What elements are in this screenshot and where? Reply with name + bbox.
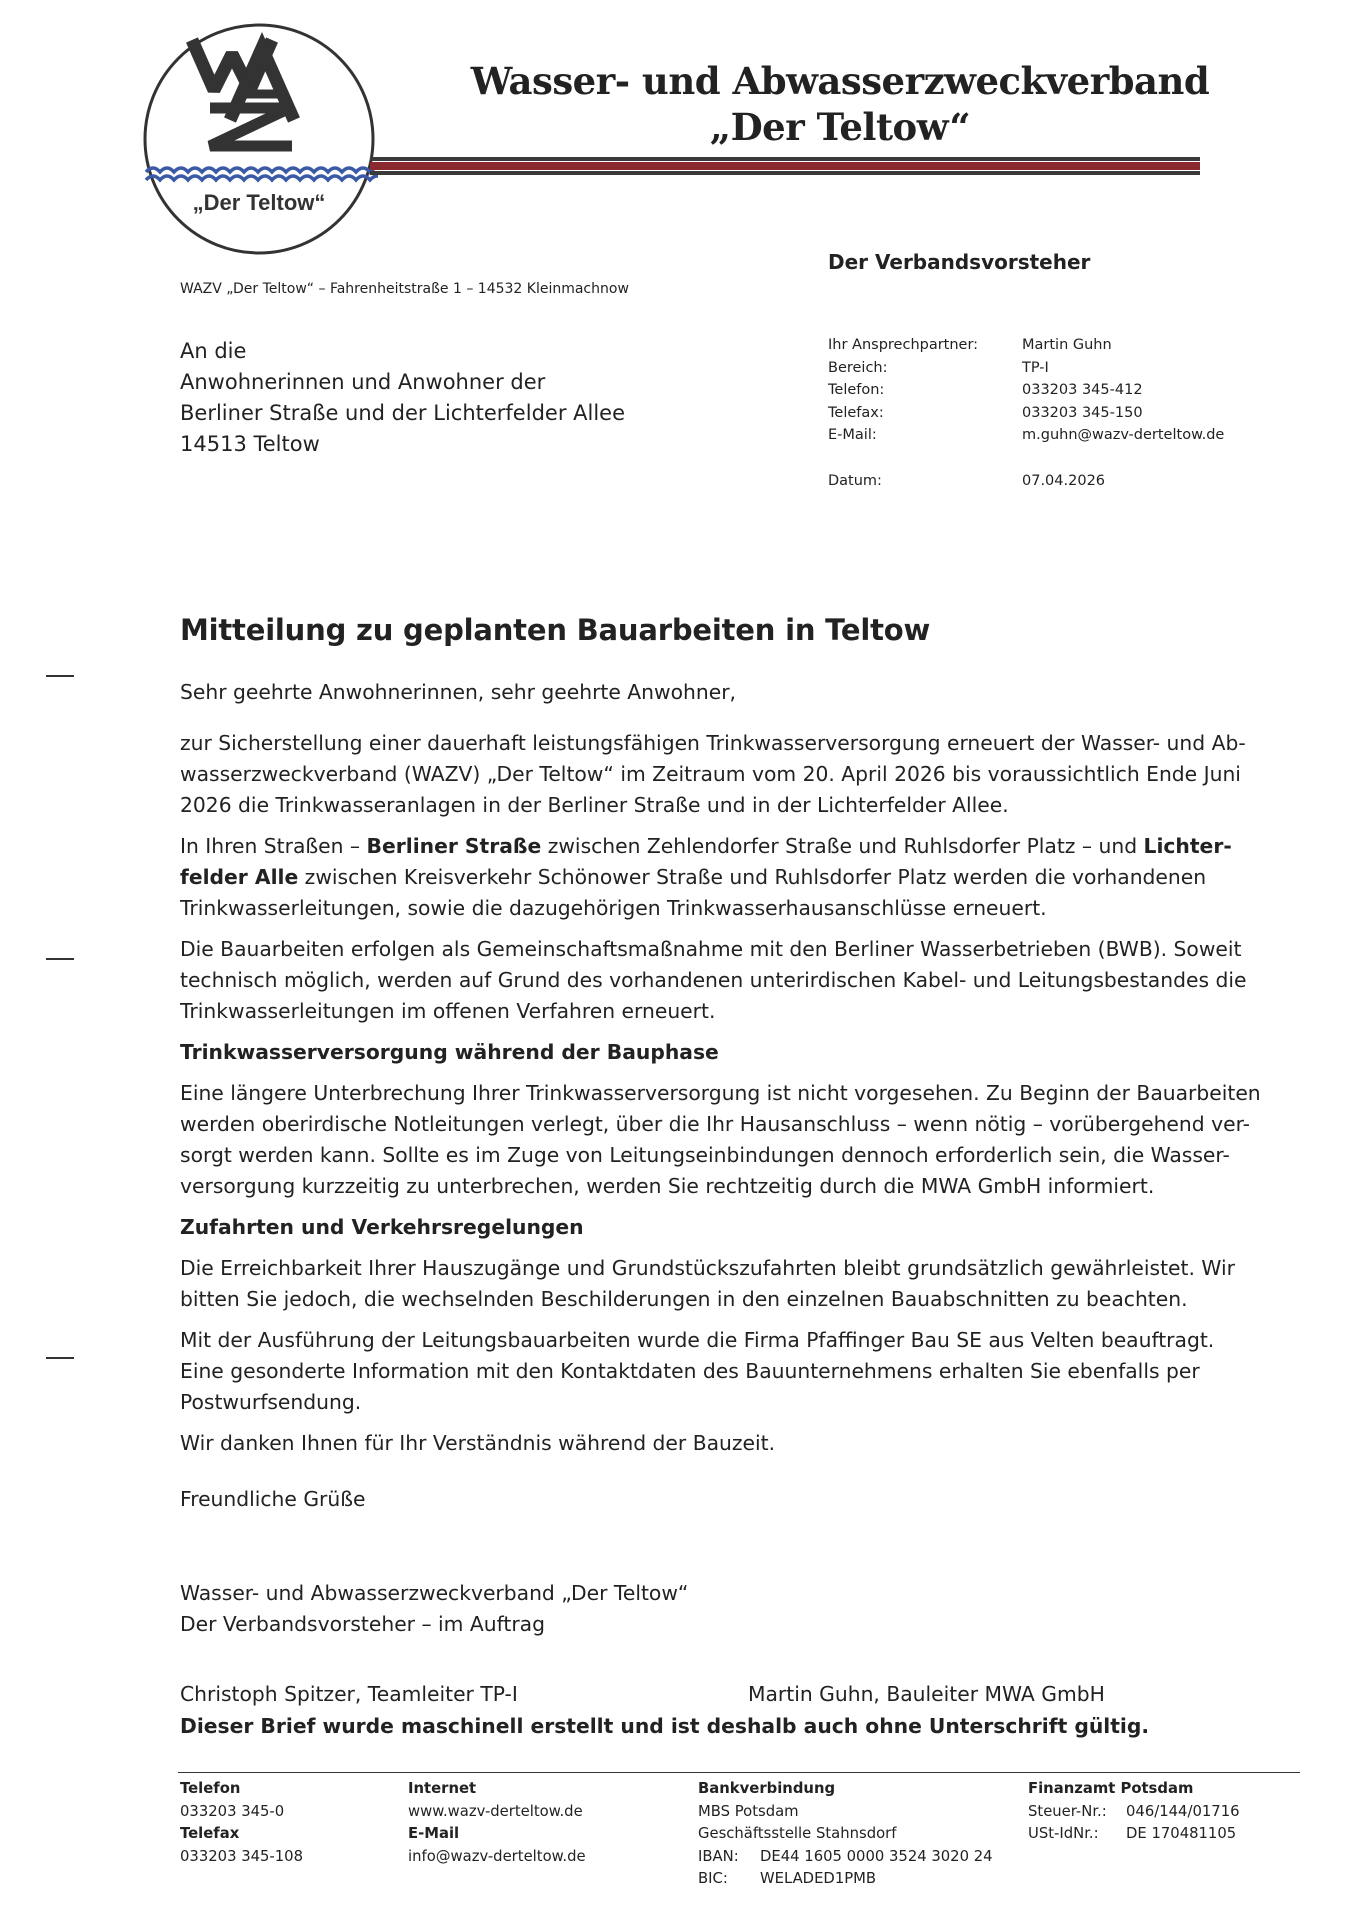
- street-name: felder Alle: [180, 865, 299, 889]
- machine-note: Dieser Brief wurde maschinell erstellt und ist deshalb auch ohne Unterschrift gültig.: [180, 1714, 1150, 1738]
- paragraph-line: versorgung kurzzeitig zu unterbrechen, werden Sie rechtzeitig durch die MWA GmbH informiert.: [180, 1174, 1155, 1198]
- fold-mark: [46, 675, 74, 677]
- footer-heading: Internet: [408, 1780, 477, 1797]
- paragraph-line: zur Sicherstellung einer dauerhaft leistungsfähigen Trinkwasserversorgung erneuert der Wasser- und Ab-: [180, 731, 1246, 755]
- letter-headline: Mitteilung zu geplanten Bauarbeiten in Teltow: [180, 613, 931, 647]
- footer-web-column: [408, 1778, 586, 1868]
- paragraph-line: Die Bauarbeiten erfolgen als Gemeinschaftsmaßnahme mit den Berliner Wasserbetrieben (BWB). Soweit: [180, 937, 1242, 961]
- footer-rule: [178, 1772, 1300, 1773]
- signer-left: Christoph Spitzer, Teamleiter TP-I: [180, 1682, 518, 1706]
- salutation: Sehr geehrte Anwohnerinnen, sehr geehrte Anwohner,: [180, 680, 736, 704]
- paragraph-line: Eine längere Unterbrechung Ihrer Trinkwasserversorgung ist nicht vorgesehen. Zu Beginn der Bauarbeiten: [180, 1081, 1261, 1105]
- contact-label: Ihr Ansprechpartner:: [828, 337, 979, 353]
- paragraph-line: technisch möglich, werden auf Grund des vorhandenen unterirdischen Kabel- und Leitungsbestandes die: [180, 968, 1247, 992]
- contact-row: [828, 379, 1224, 402]
- role-heading: Der Verbandsvorsteher: [828, 250, 1091, 274]
- letter-body: [180, 677, 1270, 1459]
- contact-row: [828, 424, 1224, 447]
- signer-right: Martin Guhn, Bauleiter MWA GmbH: [748, 1682, 1105, 1706]
- contact-label: Bereich:: [828, 359, 888, 376]
- date-row: [828, 470, 1224, 493]
- footer-heading: Telefon: [180, 1780, 241, 1797]
- contact-value: Martin Guhn: [1022, 337, 1112, 353]
- text-run: zwischen Zehlendorfer Straße und Ruhlsdorfer Platz – und: [541, 834, 1144, 858]
- fold-mark: [46, 1357, 74, 1359]
- contact-value: 033203 345-150: [1022, 404, 1143, 421]
- bic-row: [698, 1868, 993, 1891]
- bic-value: WELADED1PMB: [760, 1870, 877, 1887]
- vat-label: USt-IdNr.:: [1028, 1825, 1099, 1842]
- paragraph-line: [180, 831, 1270, 862]
- fold-mark: [46, 958, 74, 960]
- logo-caption: „Der Teltow“: [192, 190, 326, 215]
- organization-name: Wasser- und Abwasserzweckverband: [470, 59, 1210, 103]
- paragraph-line: werden oberirdische Notleitungen verlegt, über die Ihr Hausanschluss – wenn nötig – vorübergehend ver-: [180, 1112, 1250, 1136]
- date-label: Datum:: [828, 472, 882, 489]
- contact-label: Telefax:: [828, 404, 884, 421]
- text-run: zwischen Kreisverkehr Schönower Straße und Ruhlsdorfer Platz werden die vorhandenen: [298, 865, 1207, 889]
- company-line: Der Verbandsvorsteher – im Auftrag: [180, 1612, 545, 1636]
- iban-row: [698, 1846, 993, 1869]
- paragraph-line: bitten Sie jedoch, die wechselnden Beschilderungen in den einzelnen Bauabschnitten zu beachten.: [180, 1287, 1188, 1311]
- paragraph-line: Mit der Ausführung der Leitungsbauarbeiten wurde die Firma Pfaffinger Bau SE aus Velten beauftragt.: [180, 1328, 1215, 1352]
- date-value: 07.04.2026: [1022, 472, 1106, 489]
- paragraph-line: Die Erreichbarkeit Ihrer Hauszugänge und Grundstückszufahrten bleibt grundsätzlich gewährleistet. Wir: [180, 1256, 1235, 1280]
- recipient-line: Anwohnerinnen und Anwohner der: [180, 370, 546, 394]
- recipient-address: [180, 336, 625, 460]
- vat-value: DE 170481105: [1126, 1825, 1237, 1842]
- footer-value: 033203 345-108: [180, 1847, 304, 1865]
- footer-heading: Telefax: [180, 1825, 240, 1842]
- paragraph-line: Eine gesonderte Information mit den Kontaktdaten des Bauunternehmens erhalten Sie ebenfalls per: [180, 1359, 1200, 1383]
- organization-title: [460, 58, 1220, 150]
- tax-label: Steuer-Nr.:: [1028, 1802, 1107, 1820]
- contact-value: TP-I: [1022, 359, 1049, 376]
- footer-value: MBS Potsdam: [698, 1802, 799, 1820]
- paragraph-line: Trinkwasserleitungen, sowie die dazugehörigen Trinkwasserhausanschlüsse erneuert.: [180, 896, 1047, 920]
- street-name: Lichter-: [1143, 834, 1232, 858]
- closing: Freundliche Grüße: [180, 1487, 366, 1511]
- header-rule: [370, 155, 1200, 181]
- paragraph-line: [180, 862, 1270, 893]
- recipient-line: Berliner Straße und der Lichterfelder Allee: [180, 401, 625, 425]
- contact-value: 033203 345-412: [1022, 382, 1143, 398]
- recipient-line: An die: [180, 339, 247, 363]
- paragraph-line: sorgt werden kann. Sollte es im Zuge von Leitungseinbindungen dennoch erforderlich sein, die Wasser-: [180, 1143, 1230, 1167]
- contact-email: m.guhn@wazv-derteltow.de: [1022, 427, 1225, 443]
- street-name: Berliner Straße: [366, 834, 542, 858]
- contact-row: [828, 334, 1224, 357]
- paragraph-line: Postwurfsendung.: [180, 1390, 362, 1414]
- subheading: Trinkwasserversorgung während der Bauphase: [180, 1040, 719, 1064]
- footer-heading: Finanzamt Potsdam: [1028, 1780, 1194, 1797]
- tax-row: [1028, 1801, 1240, 1824]
- paragraph-line: 2026 die Trinkwasseranlagen in der Berliner Straße und in der Lichterfelder Allee.: [180, 793, 1009, 817]
- contact-row: [828, 402, 1224, 425]
- paragraph-line: Trinkwasserleitungen im offenen Verfahren erneuert.: [180, 999, 716, 1023]
- footer-heading: E-Mail: [408, 1825, 460, 1842]
- iban-value: DE44 1605 0000 3524 3020 24: [760, 1847, 993, 1865]
- text-run: In Ihren Straßen –: [180, 834, 367, 858]
- bic-label: BIC:: [698, 1870, 728, 1887]
- organization-subname: „Der Teltow“: [709, 105, 971, 149]
- subheading: Zufahrten und Verkehrsregelungen: [180, 1215, 584, 1239]
- iban-label: IBAN:: [698, 1847, 739, 1865]
- contact-label: E-Mail:: [828, 427, 877, 443]
- contact-block: [828, 334, 1224, 492]
- footer-phone-column: [180, 1778, 303, 1868]
- footer-tax-column: [1028, 1778, 1240, 1846]
- company-line: Wasser- und Abwasserzweckverband „Der Teltow“: [180, 1581, 689, 1605]
- recipient-line: 14513 Teltow: [180, 432, 320, 456]
- sender-line: WAZV „Der Teltow“ – Fahrenheitstraße 1 – 14532 Kleinmachnow: [180, 281, 629, 297]
- footer-bank-column: [698, 1778, 993, 1891]
- wazv-logo: [140, 20, 378, 258]
- footer-value: Geschäftsstelle Stahnsdorf: [698, 1825, 897, 1842]
- paragraph-line: Wir danken Ihnen für Ihr Verständnis während der Bauzeit.: [180, 1431, 776, 1455]
- footer-website: www.wazv-derteltow.de: [408, 1802, 583, 1820]
- footer-email: info@wazv-derteltow.de: [408, 1847, 586, 1865]
- footer-heading: Bankverbindung: [698, 1780, 836, 1797]
- paragraph-line: wasserzweckverband (WAZV) „Der Teltow“ im Zeitraum vom 20. April 2026 bis voraussichtlich Ende Juni: [180, 762, 1241, 786]
- contact-row: [828, 357, 1224, 380]
- contact-label: Telefon:: [828, 382, 885, 398]
- tax-value: 046/144/01716: [1126, 1802, 1240, 1820]
- footer-value: 033203 345-0: [180, 1802, 285, 1820]
- signature-block: [180, 1578, 688, 1640]
- vat-row: [1028, 1823, 1240, 1846]
